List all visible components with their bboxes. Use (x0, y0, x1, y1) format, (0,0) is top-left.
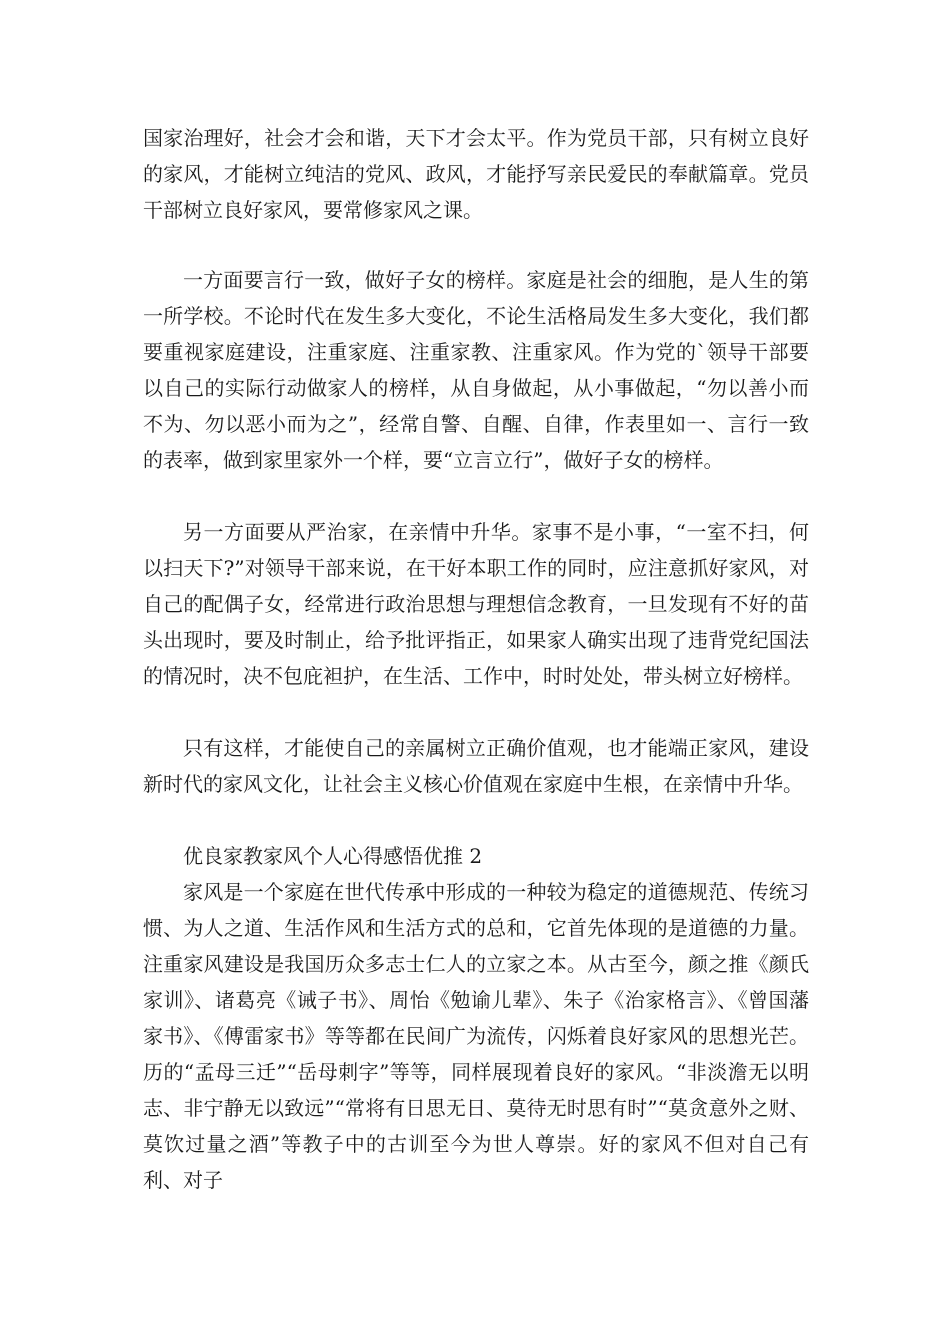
section-heading: 优良家教家风个人心得感悟优推 2 (183, 844, 483, 868)
paragraph-4: 只有这样，才能使自己的亲属树立正确价值观，也才能端正家风，建设新时代的家风文化，让社会主义核心价值观在家庭中生根，在亲情中升华。 (143, 736, 809, 796)
paragraph-2: 一方面要言行一致，做好子女的榜样。家庭是社会的细胞，是人生的第一所学校。不论时代在发生多大变化，不论生活格局发生多大变化，我们都要重视家庭建设，注重家庭、注重家教、注重家风。作为党的`领导干部要以自己的实际行动做家人的榜样，从自身做起，从小事做起，“勿以善小而不为、勿以恶小而为之”，经常自警、自醒、自律，作表里如一、言行一致的表率，做到家里家外一个样，要“立言立行”，做好子女的榜样。 (143, 268, 809, 472)
paragraph-3: 另一方面要从严治家，在亲情中升华。家事不是小事，“一室不扫，何以扫天下?”对领导干部来说，在干好本职工作的同时，应注意抓好家风，对自己的配偶子女，经常进行政治思想与理想信念教育，一旦发现有不好的苗头出现时，要及时制止，给予批评指正，如果家人确实出现了违背党纪国法的情况时，决不包庇袒护，在生活、工作中，时时处处，带头树立好榜样。 (143, 520, 809, 688)
section-paragraph: 家风是一个家庭在世代传承中形成的一种较为稳定的道德规范、传统习惯、为人之道、生活作风和生活方式的总和，它首先体现的是道德的力量。注重家风建设是我国历众多志士仁人的立家之本。从古至今，颜之推《颜氏家训》、诸葛亮《诫子书》、周怡《勉谕儿辈》、朱子《治家格言》、《曾国藩家书》、《傅雷家书》等等都在民间广为流传，闪烁着良好家风的思想光芒。历的“孟母三迁”“岳母刺字”等等，同样展现着良好的家风。“非淡澹无以明志、非宁静无以致远”“常将有日思无日、莫待无时思有时”“莫贪意外之财、莫饮过量之酒”等教子中的古训至今为世人尊崇。好的家风不但对自己有利、对子 (143, 880, 809, 1192)
document-body (143, 120, 809, 1234)
paragraph-1: 国家治理好，社会才会和谐，天下才会太平。作为党员干部，只有树立良好的家风，才能树立纯洁的党风、政风，才能抒写亲民爱民的奉献篇章。党员干部树立良好家风，要常修家风之课。 (143, 126, 809, 222)
